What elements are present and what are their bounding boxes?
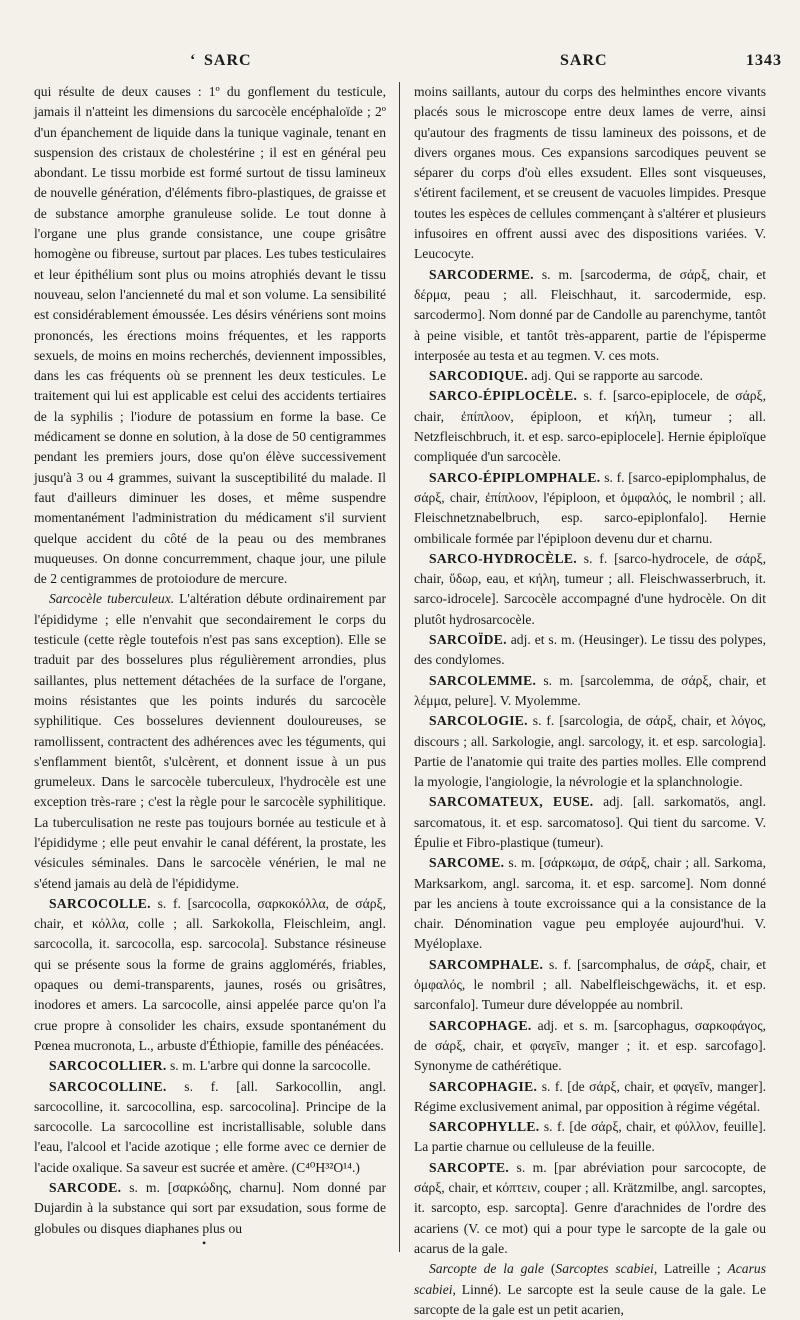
entry-sarcophage bbox=[414, 1016, 766, 1077]
taxon-italic: Sarcoptes scabiei bbox=[555, 1261, 654, 1277]
entry-sarcophagie bbox=[414, 1077, 766, 1118]
entry-sarcodique bbox=[414, 366, 766, 386]
paragraph-continued: qui résulte de deux causes : 1º du gonflement du testicule, jamais il n'atteint les dimensions du sarcocèle encéphaloïde ; 2º d'un épanchement de liquide dans la tunique vaginale, tenant en suspension des cristaux de cholestérine ; il est en général peu abondant. Le tissu morbide est formé surtout de tissu lamineux de nouvelle génération, d'éléments fibro-plastiques, de graisse et de substance amorphe granuleuse solide. Le tout donne à l'organe une plus grande consistance, une coupe grisâtre homogène ou fibreuse, surtout par places. Les tubes testiculaires et leur épithélium sont plus ou moins atrophiés devant le tissu nouveau, selon l'ancienneté du mal et son volume. La sensibilité est considérablement émoussée. Les désirs vénériens sont moins prononcés, les érections moins fréquentes, et les rapports sexuels, de moins en moins recherchés, deviennent impossibles, dans les cas fréquents où se prennent les deux testicules. Le traitement qui lui est applicable est celui des accidents tertiaires de la syphilis ; l'iodure de potassium en forme la base. Ce médicament se donne en solution, à la dose de 50 centigrammes pendant les premiers jours, dose qu'on élève successivement jusqu'à 3 ou 4 grammes, suivant la susceptibilité du malade. Il faut d'ailleurs diminuer les doses, et même suspendre momentanément l'administration du médicament s'il survient quelque accident du côté de la peau ou des membranes muqueuses. On donne concurremment, chaque jour, une pilule de 2 centigrammes de protoiodure de mercure. bbox=[34, 84, 386, 587]
paragraph-text: , Latreille ; bbox=[653, 1261, 728, 1277]
entry-body: s. f. [sarcomphalus, de σάρξ, chair, et ὀμφαλός, le nombril ; all. Nabelfleischgewächs, it. et esp. sarconfalo]. Tumeur dure développée au nombril. bbox=[414, 956, 766, 1013]
paragraph-sarcocele-tuberculeux bbox=[34, 589, 386, 893]
entry-sarco-epiplocele bbox=[414, 386, 766, 467]
entry-headword: SARCOCOLLINE. bbox=[49, 1078, 167, 1094]
entry-body: s. f. [de σάρξ, chair, et φαγεῖν, manger]. Régime exclusivement animal, par opposition à régime végétal. bbox=[414, 1078, 766, 1114]
entry-body: s. f. [sarco-hydrocele, de σάρξ, chair, ὕδωρ, eau, et κήλη, tumeur ; all. Fleischwasserbruch, it. sarco-idrocele]. Sarcocèle accompagné d'une hydrocèle. On dit plutôt hydrosarcocèle. bbox=[414, 550, 766, 627]
entry-body: s. m. [sarcoderma, de σάρξ, chair, et δέρμα, peau ; all. Fleischhaut, it. sarcodermide, esp. sarcodermo]. Nom donné par de Candolle au parenchyme, tantôt à peine visible, et tantôt très-apparent, partie de l'épisperme interposée au testa et au tegmen. V. ces mots. bbox=[414, 266, 766, 363]
right-running-title: SARC bbox=[560, 52, 608, 69]
entry-sarcocolle bbox=[34, 894, 386, 1056]
entry-body: adj. [all. sarkomatös, angl. sarcomatous, it. et esp. sarcomatoso]. Qui tient du sarcome. V. Épulie et Fibro-plastique (tumeur). bbox=[414, 794, 766, 850]
entry-body: s. m. [par abréviation pour sarcocopte, de σάρξ, chair, et κόπτειν, couper ; all. Krätzmilbe, angl. sarcoptes, it. sarcopto, esp. sarcopta]. Genre d'arachnides de l'ordre des acariens (V. ce mot) qui a pour type le sarcopte de la gale ou acarus de la gale. bbox=[414, 1159, 766, 1256]
entry-headword: SARCOMATEUX, EUSE. bbox=[429, 794, 594, 810]
footer-mark: • bbox=[202, 1236, 207, 1250]
entry-headword: SARCOCOLLIER. bbox=[49, 1058, 167, 1074]
entry-sarcode bbox=[34, 1178, 386, 1239]
entry-headword: SARCOCOLLE. bbox=[49, 895, 151, 911]
entry-sarcocolline bbox=[34, 1077, 386, 1178]
column-divider bbox=[399, 82, 400, 1252]
entry-sarcomateux bbox=[414, 792, 766, 853]
entry-sarcophylle bbox=[414, 1117, 766, 1158]
left-running-title: SARC bbox=[204, 52, 252, 69]
entry-sarcoderme bbox=[414, 265, 766, 366]
entry-body: s. m. [σάρκωμα, de σάρξ, chair ; all. Sarkoma, Marksarkom, angl. sarcoma, it. et esp. sarcome]. Nom donné par les anciens à toute excroissance qui a la consistance de la chair. Dénomination vague peu employée aujourd'hui. V. Myéloplaxe. bbox=[414, 855, 766, 952]
taxon-italic: Acarus scabiei bbox=[414, 1261, 766, 1297]
entry-headword: SARCODE. bbox=[49, 1180, 122, 1196]
entry-headword: SARCOPHYLLE. bbox=[429, 1119, 540, 1135]
subheading-italic: Sarcopte de la gale bbox=[429, 1261, 545, 1277]
entry-body: s. f. [de σάρξ, chair, et φύλλον, feuille]. La partie charnue ou celluleuse de la feuille. bbox=[414, 1119, 766, 1155]
entry-body: adj. et s. m. [sarcophagus, σαρκοφάγος, de σάρξ, chair, et φαγεῖν, manger ; it. et esp. sarcofago]. Synonyme de cathérétique. bbox=[414, 1017, 766, 1074]
entry-body: adj. Qui se rapporte au sarcode. bbox=[527, 368, 703, 384]
paragraph-sarcopte-de-la-gale bbox=[414, 1259, 766, 1320]
entry-sarcologie bbox=[414, 711, 766, 792]
page-number: 1343 bbox=[746, 52, 782, 69]
entry-headword: SARCODERME. bbox=[429, 266, 534, 282]
entry-sarcomphale bbox=[414, 955, 766, 1016]
entry-sarcome bbox=[414, 853, 766, 954]
entry-sarcolemme bbox=[414, 671, 766, 712]
entry-body: s. f. [sarco-epiplomphalus, de σάρξ, chair, ἐπίπλοον, l'épiploon, et ὀμφαλός, le nombril ; all. Fleischnetznabelbruch, esp. sarco-epiplonfalo]. Hernie ombilicale formée par l'épiploon devenu dur et charnu. bbox=[414, 469, 766, 546]
running-head bbox=[0, 52, 800, 76]
entry-body: s. f. [all. Sarkocollin, angl. sarcocolline, it. sarcocollina, esp. sarcocolina]. Principe de la sarcocolle. La sarcocolline est incristallisable, soluble dans l'eau, l'alcool et l'acide azotique ; elle forme avec ce dernier de l'acide oxalique. Sa saveur est sucrée et amère. (C⁴⁰H³²O¹⁴.) bbox=[34, 1078, 386, 1175]
entry-headword: SARCOÏDE. bbox=[429, 632, 507, 648]
entry-body: s. m. L'arbre qui donne la sarcocolle. bbox=[166, 1058, 371, 1074]
entry-headword: SARCO-HYDROCÈLE. bbox=[429, 550, 577, 566]
header-mark: ‘ bbox=[190, 52, 197, 69]
paragraph-text: L'altération débute ordinairement par l'épididyme ; elle n'envahit que secondairement le corps du testicule (cette règle toutefois n'est pas sans exception). Elle se traduit par des bosselures plus régulièrement arrondies, plus saillantes, plus nettement détachées de la surface de l'organe, moins résistantes que les points indurés du sarcocèle syphilitique. Ces bosselures deviennent douloureuses, se ramollissent, contractent des adhérences avec les téguments, qui s'enflamment bientôt, s'ulcèrent, et donnent issue à un pus grumeleux. Dans le sarcocèle tuberculeux, l'hydrocèle est une exception très-rare ; c'est la règle pour le sarcocèle syphilitique. La tuberculisation ne reste pas toujours bornée au testicule et à l'épididyme ; elle peut envahir le canal déférent, la prostate, les vésicules séminales. Dans le sarcocèle vénérien, le mal ne s'étend jamais au delà de l'épididyme. bbox=[34, 591, 387, 891]
entry-headword: SARCO-ÉPIPLOCÈLE. bbox=[429, 388, 578, 404]
right-column bbox=[414, 82, 766, 1320]
entry-headword: SARCOPTE. bbox=[429, 1159, 510, 1175]
entry-body: s. f. [sarco-epiplocele, de σάρξ, chair, ἐπίπλοον, épiploon, et κήλη, tumeur ; all. Netzfleischbruch, it. et esp. sarco-epiplocele]. Hernie épiploïque compliquée d'un sarcocèle. bbox=[414, 388, 766, 465]
paragraph-text: , Linné). Le sarcopte est la seule cause de la gale. Le sarcopte de la gale est un petit acarien, bbox=[414, 1281, 766, 1317]
entry-sarcoide bbox=[414, 630, 766, 671]
entry-headword: SARCOME. bbox=[429, 855, 505, 871]
entry-headword: SARCOMPHALE. bbox=[429, 956, 544, 972]
entry-body: s. f. [sarcologia, de σάρξ, chair, et λόγος, discours ; all. Sarkologie, angl. sarcology, it. et esp. sarcologia]. Partie de l'anatomie qui traite des parties molles. Elle comprend la myologie, l'angiologie, la névrologie et la splanchnologie. bbox=[414, 713, 766, 790]
entry-body: s. m. [sarcolemma, de σάρξ, chair, et λέμμα, pelure]. V. Myolemme. bbox=[414, 672, 766, 708]
entry-headword: SARCODIQUE. bbox=[429, 368, 528, 384]
entry-headword: SARCOPHAGE. bbox=[429, 1017, 532, 1033]
paragraph-continued: moins saillants, autour du corps des helminthes encore vivants placés sous le microscope entre deux lames de verre, ainsi qu'autour des fragments de tissu lamineux des poissons, et de divers organes mous. Ces expansions sarcodiques peuvent se séparer du corps d'où elles exsudent. Elles sont visqueuses, s'étirent facilement, et se creusent de vacuoles limpides. Presque toutes les espèces de cellules commençant à s'altérer et plusieurs infusoires en offrent aussi avec des dispositions variées. V. Leucocyte. bbox=[414, 84, 766, 262]
entry-body: s. m. [σαρκώδης, charnu]. Nom donné par Dujardin à la substance qui sort par exsudation, sous forme de globules ou disques diaphanes plus ou bbox=[34, 1180, 386, 1236]
entry-headword: SARCOLOGIE. bbox=[429, 713, 528, 729]
left-column bbox=[34, 82, 386, 1239]
entry-headword: SARCOPHAGIE. bbox=[429, 1078, 538, 1094]
entry-sarcopte bbox=[414, 1158, 766, 1259]
paragraph-text: ( bbox=[544, 1261, 556, 1277]
entry-sarcocollier bbox=[34, 1056, 386, 1076]
entry-body: s. f. [sarcocolla, σαρκοκόλλα, de σάρξ, chair, et κόλλα, colle ; all. Sarkokolla, Fleischleim, angl. sarcocolla, it. sarcocolla, esp. sarcocola]. Substance résineuse qui se présente sous la forme de grains agglomérés, friables, opaques ou demi-transparents, jaunes, rosés ou grisâtres, inodores et amers. La sarcocolle, ainsi appelée parce qu'on l'a crue propre à consolider les chairs, exsude spontanément du Pœnea mucronota, L., arbuste d'Éthiopie, famille des pénéacées. bbox=[34, 895, 386, 1053]
entry-sarco-hydrocele bbox=[414, 549, 766, 630]
entry-body: adj. et s. m. (Heusinger). Le tissu des polypes, des condylomes. bbox=[414, 632, 766, 668]
subheading-italic: Sarcocèle tuberculeux. bbox=[49, 591, 175, 607]
entry-headword: SARCOLEMME. bbox=[429, 672, 537, 688]
entry-sarco-epiplomphale bbox=[414, 468, 766, 549]
entry-headword: SARCO-ÉPIPLOMPHALE. bbox=[429, 469, 601, 485]
